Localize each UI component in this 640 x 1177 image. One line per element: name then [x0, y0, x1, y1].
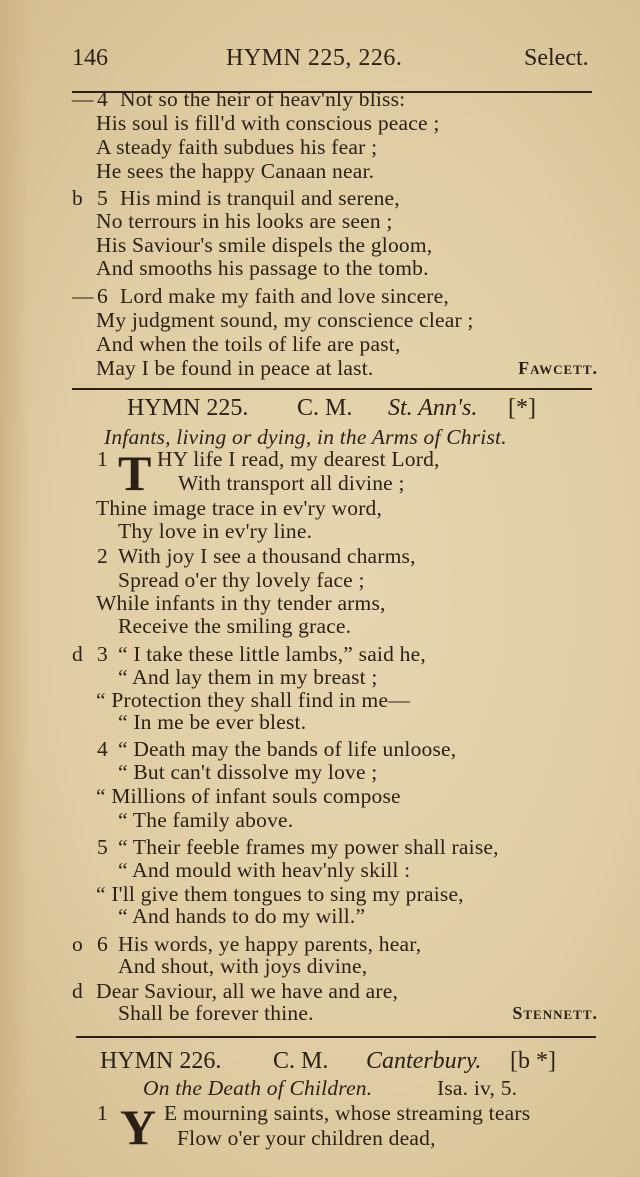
author-credit: Fawcett.: [518, 358, 598, 378]
hymn-subtitle: Infants, living or dying, in the Arms of Christ.: [104, 425, 507, 449]
stanza-marker: —: [72, 284, 94, 308]
stanza-marker: —: [72, 87, 94, 111]
stanza-number: 1: [97, 1101, 108, 1125]
hymn-meter: C. M.: [273, 1048, 329, 1074]
verse-line: “ And hands to do my will.”: [118, 904, 366, 928]
verse-line: Flow o'er your children dead,: [177, 1126, 436, 1150]
verse-line: “ And lay them in my breast ;: [118, 665, 378, 689]
verse-line: “ Protection they shall find in me—: [96, 688, 410, 712]
verse-line: “ In me be ever blest.: [118, 710, 307, 734]
verse-line: “ Millions of infant souls compose: [96, 784, 401, 808]
verse-line: His soul is fill'd with conscious peace ;: [96, 111, 440, 135]
hymn-tune: Canterbury.: [366, 1048, 482, 1074]
stanza-number: 3: [97, 642, 108, 666]
stanza-marker: o: [72, 932, 83, 956]
scripture-reference: Isa. iv, 5.: [437, 1076, 518, 1100]
hymn-number: HYMN 225.: [127, 395, 249, 421]
hymn-tune: St. Ann's.: [388, 395, 478, 421]
verse-line: HY life I read, my dearest Lord,: [157, 447, 440, 471]
verse-line: His mind is tranquil and serene,: [120, 186, 400, 210]
verse-line: My judgment sound, my conscience clear ;: [96, 308, 474, 332]
verse-line: “ Their feeble frames my power shall raise,: [118, 835, 499, 859]
author-credit: Stennett.: [512, 1003, 598, 1023]
running-title: HYMN 225, 226.: [226, 45, 403, 71]
verse-line: With joy I see a thousand charms,: [118, 544, 416, 568]
stanza-number: 1: [97, 447, 108, 471]
stanza-number: 6: [97, 284, 108, 308]
verse-line: And shout, with joys divine,: [118, 954, 368, 978]
stanza-number: 5: [97, 186, 108, 210]
verse-line: Lord make my faith and love sincere,: [120, 284, 449, 308]
verse-line: His Saviour's smile dispels the gloom,: [96, 233, 433, 257]
verse-line: “ I take these little lambs,” said he,: [118, 642, 426, 666]
verse-line: E mourning saints, whose streaming tears: [164, 1101, 531, 1125]
drop-cap: Y: [120, 1099, 157, 1155]
stanza-number: 5: [97, 835, 108, 859]
verse-line: Shall be forever thine.: [118, 1001, 314, 1025]
stanza-marker: b: [72, 186, 83, 210]
hymn-subtitle: On the Death of Children.: [143, 1076, 373, 1100]
stanza-number: 2: [97, 544, 108, 568]
verse-line: With transport all divine ;: [178, 471, 405, 495]
verse-line: Thine image trace in ev'ry word,: [96, 496, 383, 520]
verse-line: His words, ye happy parents, hear,: [118, 932, 422, 956]
page-edge-shadow: [0, 0, 30, 1177]
section-rule: [76, 1036, 596, 1038]
stanza-marker: d: [72, 642, 83, 666]
stanza-number: 6: [97, 932, 108, 956]
verse-line: “ But can't dissolve my love ;: [118, 760, 378, 784]
verse-line: A steady faith subdues his fear ;: [96, 135, 378, 159]
verse-line: He sees the happy Canaan near.: [96, 159, 375, 183]
verse-line: “ I'll give them tongues to sing my praise,: [96, 882, 464, 906]
verse-line: “ And mould with heav'nly skill :: [118, 858, 411, 882]
section-rule: [72, 388, 592, 390]
verse-line: And when the toils of life are past,: [96, 332, 401, 356]
verse-line: And smooths his passage to the tomb.: [96, 256, 429, 280]
page-number: 146: [72, 45, 108, 71]
verse-line: Receive the smiling grace.: [118, 614, 352, 638]
hymn-meter: C. M.: [297, 395, 353, 421]
verse-line: No terrours in his looks are seen ;: [96, 209, 393, 233]
drop-cap: T: [118, 445, 152, 501]
hymn-number: HYMN 226.: [100, 1048, 222, 1074]
verse-line: “ Death may the bands of life unloose,: [118, 737, 457, 761]
verse-line: While infants in thy tender arms,: [96, 591, 386, 615]
verse-line: Spread o'er thy lovely face ;: [118, 568, 365, 592]
verse-line: May I be found in peace at last.: [96, 356, 374, 380]
verse-line: Not so the heir of heav'nly bliss:: [120, 87, 406, 111]
stanza-number: 4: [97, 737, 108, 761]
verse-line: “ The family above.: [118, 808, 294, 832]
stanza-number: 4: [97, 87, 108, 111]
stanza-marker: d: [72, 979, 83, 1003]
verse-line: Thy love in ev'ry line.: [118, 519, 313, 543]
section-title: Select.: [524, 45, 589, 71]
hymn-mark: [*]: [508, 395, 536, 421]
hymn-mark: [b *]: [510, 1048, 556, 1074]
verse-line: Dear Saviour, all we have and are,: [96, 979, 399, 1003]
